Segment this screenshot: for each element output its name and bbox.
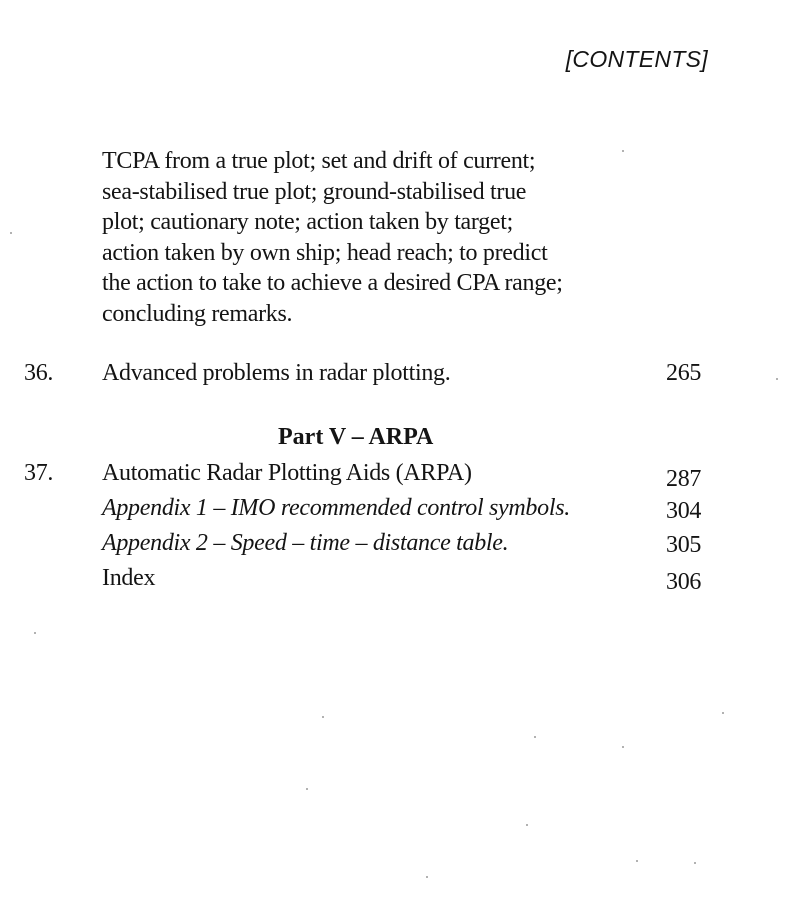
description-line: action taken by own ship; head reach; to predict (102, 239, 548, 266)
description-line: sea-stabilised true plot; ground-stabilised true (102, 178, 527, 205)
scan-speck (10, 232, 12, 234)
contents-header: [CONTENTS] (565, 46, 708, 72)
scan-speck (526, 824, 528, 826)
entry-title: Appendix 1 – IMO recommended control symbols. (102, 495, 570, 521)
toc-entry-index (0, 565, 800, 595)
description-line: the action to take to achieve a desired CPA range; (102, 270, 563, 297)
entry-title: Appendix 2 – Speed – time – distance table. (102, 530, 509, 556)
description-line: concluding remarks. (102, 300, 293, 327)
scan-speck (622, 150, 624, 152)
entry-page: 306 (666, 569, 702, 595)
entry-page: 287 (666, 466, 702, 492)
scan-speck (426, 876, 428, 878)
entry-title: Advanced problems in radar plotting. (102, 360, 451, 386)
entry-title: Automatic Radar Plotting Aids (ARPA) (102, 460, 472, 486)
chapter-description (102, 146, 662, 330)
scan-speck (776, 378, 778, 380)
entry-number: 36. (24, 360, 54, 386)
entry-page: 265 (666, 360, 702, 386)
scan-speck (722, 712, 724, 714)
entry-page: 305 (666, 532, 702, 558)
toc-entry-appendix-2 (0, 530, 800, 560)
toc-entry-36 (0, 360, 800, 390)
scan-speck (622, 746, 624, 748)
toc-entry-appendix-1 (0, 495, 800, 525)
entry-title: Index (102, 565, 156, 591)
scan-speck (534, 736, 536, 738)
scan-speck (636, 860, 638, 862)
scan-speck (694, 862, 696, 864)
entry-page: 304 (666, 498, 702, 524)
scan-speck (34, 632, 36, 634)
toc-entry-37 (0, 460, 800, 490)
scan-speck (322, 716, 324, 718)
entry-number: 37. (24, 460, 54, 486)
description-line: TCPA from a true plot; set and drift of current; (102, 148, 536, 174)
part-title: Part V – ARPA (278, 424, 434, 450)
description-line: plot; cautionary note; action taken by target; (102, 209, 513, 236)
scan-speck (306, 788, 308, 790)
